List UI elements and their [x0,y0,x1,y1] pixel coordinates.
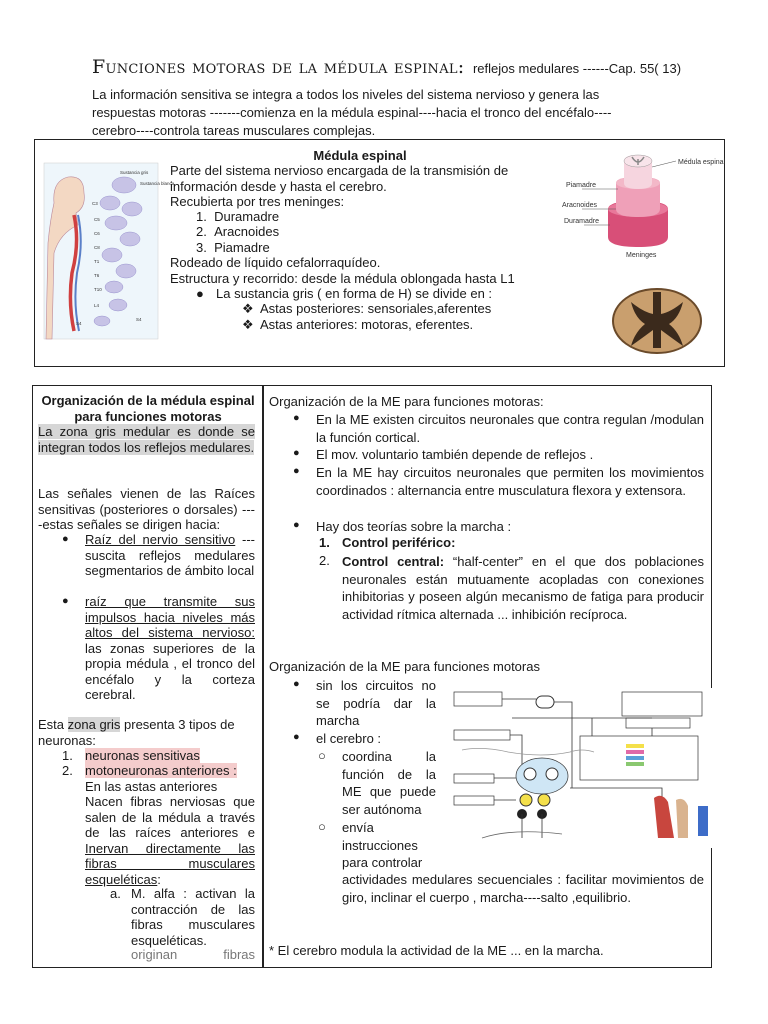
title-text: Funciones motoras de la médula espinal: [92,56,465,78]
right-c2a: coordina la función de la ME que puede ser autónoma [342,749,436,817]
spine-figure [44,163,175,339]
neuron-item: 2. [62,763,73,778]
right-heading-2: Organización de la ME para funciones motoras [269,659,540,674]
left-b2: raíz que transmite sus impulsos hacia niveles más altos del sistema nervioso: las zonas superiores de la propia médula , el tronco del encéfalo y la corteza cerebral. [85,594,255,702]
meninges-item: 2. Aracnoides [196,224,280,239]
title-subtitle: reflejos medulares ------Cap. 55( 13) [472,61,682,76]
meninges-figure [560,147,726,263]
left-b1: Raíz del nervio sensitivo ---suscita reflejos medulares segmentarios de ámbito local [85,532,255,578]
bullet-dot: ● [293,678,300,690]
cord-cross-section [609,286,705,356]
theory-1: Control periférico: [342,535,456,550]
bullet-dot: ● [62,533,69,545]
neuron-item-text: neuronas sensitivas [85,748,200,763]
medula-sub-bullet: ❖ Astas anteriores: motoras, eferentes. [242,317,474,332]
right-c2: el cerebro : [316,731,382,746]
intro-paragraph: La información sensitiva se integra a todos los niveles del sistema nervioso y genera las respuestas motoras -------comienza en la médula espinal----hacia el tronco del encéfalo----cerebro----controla tareas musculares complejas. [92,87,612,138]
meninges-label: Duramadre [564,218,600,225]
bullet-dot: ● [293,412,300,424]
alfa-text: M. alfa : activan la contracción de las fibras musculares esqueléticas. [131,886,255,948]
meninges-label: Piamadre [566,182,596,189]
bullet-dot: ● [293,447,300,459]
right-b1: En la ME existen circuitos neuronales que contra regulan /modulan la función cortical. [316,412,704,445]
meninges-label: Meninges [626,252,657,259]
left-p1: La zona gris medular es donde se integran todos los reflejos medulares. [38,424,255,455]
circle-bullet: ○ [318,748,326,763]
right-note: * El cerebro modula la actividad de la ME ... en la marcha. [269,943,604,958]
medula-heading: Médula espinal [313,148,407,163]
circle-bullet: ○ [318,819,326,834]
page-title [92,56,681,78]
spine-label: Sustancia blanca [140,181,175,186]
spine-label: T1 [94,259,100,264]
right-c2b-cont: actividades medulares secuenciales : facilitar movimientos de giro, inclinar el cuerpo , marcha----salto ,equilibrio. [342,872,704,905]
medula-text-3: Rodeado de líquido cefalorraquídeo. [170,255,381,270]
medula-text-1: Parte del sistema nervioso encargada de la transmisión de información desde y hasta el cerebro. [170,163,509,194]
neuron-item: 1. [62,748,73,763]
right-c1: sin los circuitos no se podría dar la marcha [316,678,436,728]
neuron-detail: En las astas anteriores [85,779,218,794]
spine-label: Sustancia gris [120,170,149,175]
neuron-item-text: motoneuronas anteriores : [85,763,237,778]
spine-label: L4 [94,303,100,308]
theory-num: 1. [319,535,330,550]
medula-text-4: Estructura y recorrido: desde la médula oblongada hasta L1 [170,271,515,286]
medula-sub-bullet: ❖ Astas posteriores: sensoriales,aferentes [242,301,492,316]
neuron-detail: Nacen fibras nerviosas que salen de la médula a través de las raíces anteriores e Inervan directamente las fibras musculares esqueléticas: [85,794,255,887]
left-p2: Las señales vienen de las Raíces sensitivas (posteriores o dorsales) ----estas señales se dirigen hacia: [38,486,255,532]
spine-label: C5 [94,217,100,222]
bullet-dot: ● [293,731,300,743]
motor-circuit-diagram [452,688,712,848]
meninges-item: 3. Piamadre [196,240,270,255]
alfa-label: a. [110,886,121,901]
left-p3: Esta zona gris presenta 3 tipos de neuronas: [38,717,235,748]
spine-label: S4 [76,321,82,326]
meninges-label: Médula espinal [678,159,726,166]
left-heading: Organización de la médula espinal para funciones motoras [41,393,255,424]
spine-label: S4 [136,317,142,322]
meninges-label: Aracnoides [562,202,598,209]
meninges-item: 1. Duramadre [196,209,280,224]
theory-num: 2. [319,553,330,568]
right-heading: Organización de la ME para funciones motoras: [269,394,544,409]
medula-text-2: Recubierta por tres meninges: [170,194,345,209]
spine-label: T10 [94,287,102,292]
spine-label: C8 [94,245,100,250]
medula-bullet: ● La sustancia gris ( en forma de H) se divide en : [196,286,493,301]
right-c2b: envía instrucciones para controlar [342,820,423,870]
bullet-dot: ● [293,465,300,477]
spine-label: C6 [94,231,100,236]
column-divider [262,386,264,968]
bullet-dot: ● [293,519,300,531]
theory-2: Control central: “half-center” en el que dos poblaciones neuronales están mutuamente acopladas con conexiones inhibitorias y poseen algún mecanismo de fatiga para producir actividad rítmica alternada ... inhibición recíproca. [342,554,704,622]
right-b2: El mov. voluntario también depende de reflejos . [316,447,594,462]
alfa-cut: originan fibras [131,947,255,962]
bullet-dot: ● [62,595,69,607]
spine-label: T6 [94,273,100,278]
right-b3: En la ME hay circuitos neuronales que permiten los movimientos coordinados : alternancia entre musculatura flexora y extensora. [316,465,704,498]
spine-label: C3 [92,201,98,206]
right-b4: Hay dos teorías sobre la marcha : [316,519,512,534]
